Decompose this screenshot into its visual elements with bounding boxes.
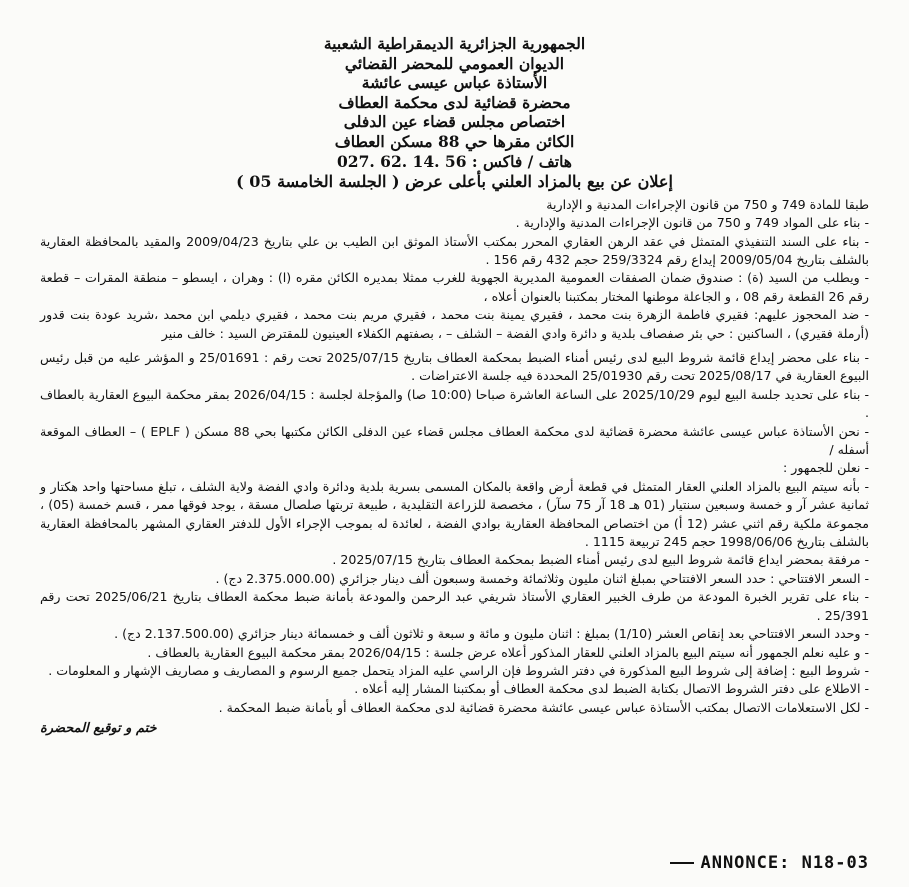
paragraph-sale-terms: - شروط البيع : إضافة إلى شروط البيع المذكورة في دفتر الشروط فإن الراسي عليه المزاد يتحمل جميع الرسوم و المصاريف و مصاريف الإشهار و المعلومات . — [48, 662, 869, 678]
paragraph-reduced-price: - وحدد السعر الافتتاحي بعد إنقاص العشر (1/10) بمبلغ : اثنان مليون و مائة و سبعة و ثلاثون ألف و خمسمائة دينار جزائري (2.137.500.00 دج) . — [114, 626, 869, 642]
annonce-label: ANNONCE: N18-03 — [700, 853, 869, 873]
paragraph-title-deed: - بناء على السند التنفيذي المتمثل في عقد الرهن العقاري المحرر بمكتب الأستاذ الموثق ابن الطيب بن علي بتاريخ 2009/04/23 والمقيد بالمحافظة العقارية بالشلف بتاريخ 2009/05/04 إيداع رقم 259/3324 حجم 432 رقم 156 . — [40, 233, 869, 267]
paragraph-property: - بأنه سيتم البيع بالمزاد العلني العقار المتمثل في قطعة أرض واقعة بالمكان المسمى بسرية بلدية ودائرة وادي الفضة ولاية الشلف ، تبلغ مساحتها واحد هكتار و ثمانية عشر آر و خمسة وسبعين سنتيار (01 هـ 18 آر 75 سآر) ، مخصصة للزراعة التقليدية ، طبيعة تربتها صلصال مسقة ، يوجد فوقها ممر ، قسم خمسة (05) ، مجموعة ملكية رقم اثني عشر (12 أ) من اختصاص المحافظة العقارية بوادي الفضة ، لعائدة له بموجب الإجراء الأول للدفتر العقاري المشهر بالمحافظة العقارية بالشلف بتاريخ 1998/06/06 حجم 245 تربيعة 1115 . — [40, 478, 870, 550]
paragraph-sale-session: - بناء على تحديد جلسة البيع ليوم 2025/10/29 على الساعة العاشرة صباحا (10:00 صا) والمؤجلة لجلسة : 2026/04/15 بمقر محكمة البيوع العقارية بالعطاف . — [40, 386, 869, 421]
announcement-body — [40, 196, 869, 717]
paragraph-conditions-filing: - بناء على محضر إيداع قائمة شروط البيع لدى رئيس أمناء الضبط بمحكمة العطاف بتاريخ 2025/07/15 تحت رقم : 25/01691 و المؤشر عليه من قبل رئيس البيوع العقارية في 2025/08/17 تحت رقم 25/01930 المحددة فيه جلسة الاعتراضات . — [40, 350, 870, 384]
letterhead — [40, 34, 869, 192]
office-line: الديوان العمومي للمحضر القضائي — [344, 53, 565, 73]
annonce-number — [670, 853, 869, 873]
paragraph-attachment: - مرفقة بمحضر ايداع قائمة شروط البيع لدى رئيس أمناء الضبط بمحكمة العطاف بتاريخ 2025/07/15 . — [332, 552, 869, 568]
bailiff-court: محضرة قضائية لدى محكمة العطاف — [338, 92, 571, 112]
paragraph-opening-price: - السعر الافتتاحي : حدد السعر الافتتاحي بمبلغ اثنان مليون وثلاثمائة وخمسة وسبعون ألف دينار جزائري (2.375.000.00 دج) . — [215, 570, 869, 586]
paragraph-consultation: - الاطلاع على دفتر الشروط الاتصال بكتابة الضبط لدى محكمة العطاف أو بمكتبنا المشار إليه أعلاه . — [354, 681, 869, 697]
paragraph-creditor: - ويطلب من السيد (ة) : صندوق ضمان الصفقات العمومية المديرية الجهوية للغرب ممثلا بمديره الكائن مقره (ا) : وهران ، ايسطو – منطقة المقرات – قطعة رقم 26 القطعة رقم 08 ، و الجاعلة موطنها المختار بمكتبنا بالعنوان أعلاه ، — [40, 270, 869, 304]
jurisdiction-line: اختصاص مجلس قضاء عين الدفلى — [343, 112, 566, 132]
paragraph-inquiries: - لكل الاستعلامات الاتصال بمكتب الأستاذة عباس عيسى عائشة محضرة قضائية لدى محكمة العطاف أو بأمانة ضبط المحكمة . — [218, 699, 869, 715]
announcement-title: إعلان عن بيع بالمزاد العلني بأعلى عرض ( الجلسة الخامسة 05 ) — [236, 172, 673, 192]
paragraph-notice: - نعلن للجمهور : — [783, 460, 869, 476]
annonce-rule — [670, 862, 694, 864]
paragraph-expert-report: - بناء على تقرير الخبرة المودعة من طرف الخبير العقاري الأستاذ شريفي عبد الرحمن والمودعة بأمانة ضبط محكمة العطاف بتاريخ 2025/06/21 تحت رقم 25/391 . — [40, 589, 870, 623]
bailiff-name: الأستاذة عباس عيسى عائشة — [361, 73, 548, 93]
paragraph-debtors: - ضد المحجوز عليهم: فقيري فاطمة الزهرة بنت محمد ، فقيري يمينة بنت محمد ، فقيري مريم بنت محمد ، فقيري ديلمي ابن محمد ،شريد عودة بنت قدور (أرملة فقيري) ، الساكنين : حي بئر صفصاف بلدية و دائرة وادي الفضة – الشلف – ، بصفتهم الكفلاء العينيون للمقترض السيد : خالف منير — [40, 307, 869, 341]
paragraph-sale-date: - و عليه نعلم الجمهور أنه سيتم البيع بالمزاد العلني للعقار المذكور أعلاه عرض جلسة : 2026/04/15 بمقر محكمة البيوع العقارية بالعطاف . — [147, 644, 869, 660]
contact-line: هاتف / فاكس : 56 .14 .62 .027 — [337, 151, 572, 171]
signature-line: ختم و توقيع المحضرة — [40, 721, 157, 737]
paragraph-articles: - بناء على المواد 749 و 750 من قانون الإجراءات المدنية والإدارية . — [515, 215, 869, 231]
legal-basis: طبقا للمادة 749 و 750 من قانون الإجراءات المدنية و الإدارية — [546, 196, 869, 212]
country-line: الجمهورية الجزائرية الديمقراطية الشعبية — [323, 34, 586, 53]
office-address: الكائن مقرها حي 88 مسكن العطاف — [334, 131, 575, 151]
paragraph-bailiff: - نحن الأستاذة عباس عيسى عائشة محضرة قضائية لدى محكمة العطاف مجلس قضاء عين الدفلى الكائن مكتبها بحي 88 مسكن ( EPLF ) – العطاف الموقعة أسفله / — [40, 423, 869, 458]
